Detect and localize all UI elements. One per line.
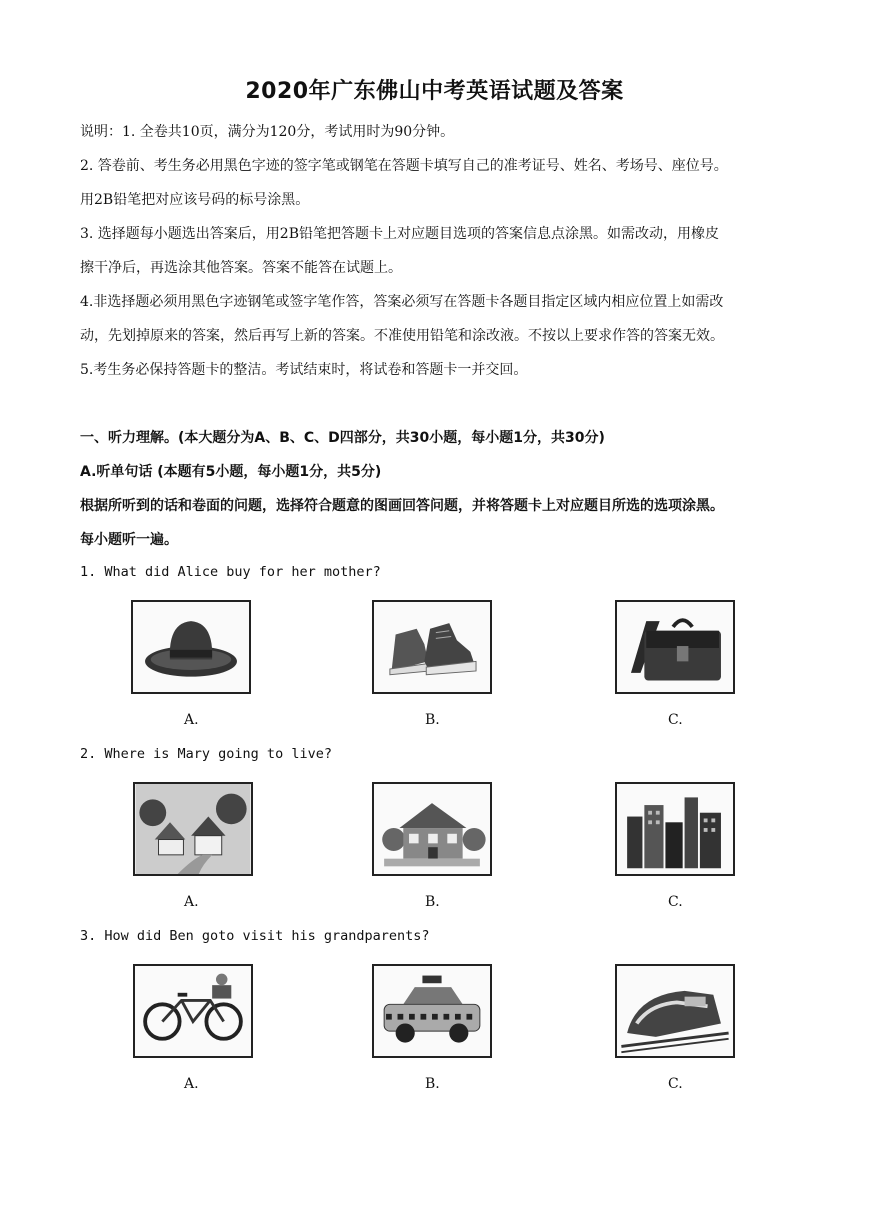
bag-icon (617, 602, 733, 692)
page-title: 2020年广东佛山中考英语试题及答案 (245, 79, 624, 104)
instruction-line: 动，先划掉原来的答案，然后再写上新的答案。不准使用铅笔和涂改液。不按以上要求作答的答案无效。 (80, 328, 724, 344)
option-image-2c (615, 782, 735, 876)
option-label-a: A. (184, 894, 199, 910)
section-heading: 一、听力理解。(本大题分为A、B、C、D四部分，共30小题，每小题1分，共30分) (80, 430, 605, 446)
option-label-b: B. (425, 712, 440, 728)
option-label-b: B. (425, 894, 440, 910)
bicycle-icon (135, 966, 251, 1056)
option-image-3c (615, 964, 735, 1058)
directions: 每小题听一遍。 (80, 532, 178, 548)
instruction-line: 说明：1. 全卷共10页，满分为120分，考试用时为90分钟。 (80, 124, 455, 140)
option-label-c: C. (668, 894, 683, 910)
option-label-b: B. (425, 1076, 440, 1092)
instruction-line: 2. 答卷前、考生务必用黑色字迹的签字笔或钢笔在答题卡填写自己的准考证号、姓名、考场号、座位号。 (80, 158, 728, 174)
option-image-1b (372, 600, 492, 694)
option-label-c: C. (668, 712, 683, 728)
hat-icon (133, 602, 249, 692)
option-image-2a (133, 782, 253, 876)
part-heading: A.听单句话 (本题有5小题，每小题1分，共5分) (80, 464, 382, 480)
option-image-1a (131, 600, 251, 694)
instruction-line: 5.考生务必保持答题卡的整洁。考试结束时，将试卷和答题卡一并交回。 (80, 362, 528, 378)
option-label-a: A. (184, 1076, 199, 1092)
instruction-line: 3. 选择题每小题选出答案后，用2B铅笔把答题卡上对应题目选项的答案信息点涂黑。如需改动，用橡皮 (80, 226, 720, 242)
option-label-a: A. (184, 712, 199, 728)
instruction-line: 用2B铅笔把对应该号码的标号涂黑。 (80, 192, 310, 208)
option-image-3a (133, 964, 253, 1058)
question-3: 3. How did Ben goto visit his grandparents? (80, 928, 430, 944)
village-icon (135, 784, 251, 874)
train-icon (617, 966, 733, 1056)
question-2: 2. Where is Mary going to live? (80, 746, 332, 762)
directions: 根据所听到的话和卷面的问题，选择符合题意的图画回答问题，并将答题卡上对应题目所选的选项涂黑。 (80, 498, 724, 514)
option-image-1c (615, 600, 735, 694)
question-1: 1. What did Alice buy for her mother? (80, 564, 381, 580)
option-label-c: C. (668, 1076, 683, 1092)
option-image-2b (372, 782, 492, 876)
option-image-3b (372, 964, 492, 1058)
instruction-line: 4.非选择题必须用黑色字迹钢笔或签字笔作答，答案必须写在答题卡各题目指定区域内相应位置上如需改 (80, 294, 724, 310)
city-buildings-icon (617, 784, 733, 874)
instruction-line: 擦干净后，再选涂其他答案。答案不能答在试题上。 (80, 260, 402, 276)
sneaker-icon (374, 602, 490, 692)
house-icon (374, 784, 490, 874)
taxi-icon (374, 966, 490, 1056)
